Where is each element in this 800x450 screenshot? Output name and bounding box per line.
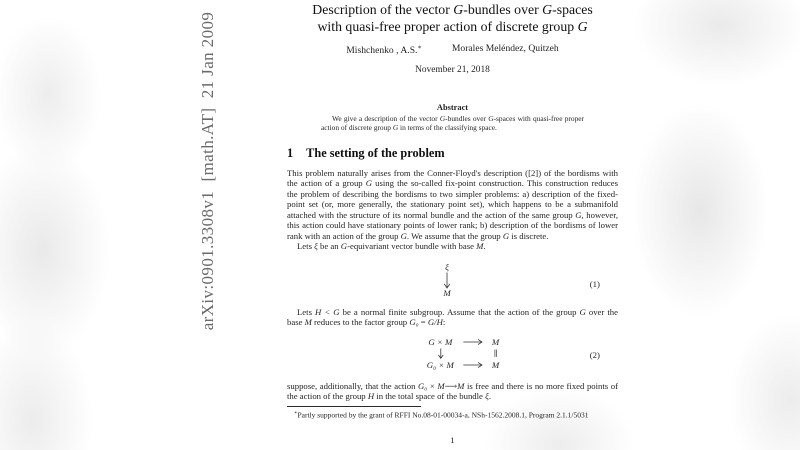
eq2-cell-m-bottom: M	[491, 360, 500, 370]
commutative-diagram	[427, 336, 499, 371]
paragraph-4: suppose, additionally, that the action G₀ × M⟶M is free and there is no more fixed points of the action of the group H in the total space of the bundle ξ.	[287, 381, 618, 402]
paper-title-line1: Description of the vector G-bundles over G-spaces	[312, 2, 593, 17]
right-arrow-icon	[463, 361, 483, 369]
paragraph-1: This problem naturally arises from the Conner-Floyd's description ([2]) of the bordisms with the action of a group G using the so-called fix-point construction. This construction reduces the problem of describing the bordisms to two simpler problems: a) description of the fixed-point set (or, more generally, the stationary point set), which happens to be a submanifold attached with the structure of its normal bundle and the action of the same group G, however, this action could have stationary points of lower rank; b) description of the bordisms of lower rank with an action of the group G. We assume that the group G is discrete.	[287, 168, 619, 241]
paragraph-2: Lets ξ be an G-equivariant vector bundle with base M.	[297, 241, 486, 252]
abstract-text: We give a description of the vector G-bundles over G-spaces with quasi-free proper action of discrete group G in terms of the classifying space.	[321, 114, 585, 133]
footnote-rule	[287, 406, 421, 407]
equation-2	[287, 336, 618, 374]
paper-title	[287, 1, 618, 36]
footnote	[287, 409, 618, 420]
eq2-cell-g0xm: G₀ × M	[426, 360, 454, 370]
authors-row	[287, 43, 618, 56]
equation-1	[287, 263, 618, 305]
equation-2-number: (2)	[589, 350, 600, 360]
section-number: 1	[287, 146, 294, 160]
arxiv-stamp: arXiv:0901.3308v1 [math.AT] 21 Jan 2009	[198, 11, 217, 331]
section-heading	[287, 146, 445, 161]
eq1-base-space: M	[443, 287, 451, 298]
section-body	[287, 168, 618, 252]
eq2-cell-m-top: M	[491, 337, 500, 347]
author-first: Mishchenko , A.S.∗	[346, 44, 422, 57]
equation-1-number: (1)	[589, 279, 600, 289]
down-arrow-icon	[443, 272, 452, 289]
footnote-text: Partly supported by the grant of RFFI No.08-01-00034-a, NSh-1562.2008.1, Program 2.1.1/5031	[297, 410, 589, 420]
abstract-heading: Abstract	[436, 103, 469, 112]
right-arrow-icon	[463, 338, 483, 346]
author-second: Morales Meléndez, Quitzeh	[451, 43, 559, 54]
section-title: The setting of the problem	[306, 146, 445, 160]
paper-date: November 21, 2018	[415, 65, 490, 75]
equals-bars: ∥	[493, 348, 498, 358]
eq2-cell-gxm: G × M	[428, 337, 453, 347]
paper-page	[287, 0, 618, 450]
footnote-marker: ∗	[294, 410, 298, 416]
paragraph-3: Lets H < G be a normal finite subgroup. Assume that the action of the group G over the base M reduces to the factor group G₀ = G/H:	[287, 307, 618, 328]
down-arrow-icon	[436, 348, 444, 359]
page-number: 1	[450, 435, 455, 445]
eq1-total-space: ξ	[445, 262, 449, 272]
bundle-projection-diagram	[443, 263, 452, 297]
paper-title-line2: with quasi-free proper action of discrete group G	[317, 19, 588, 35]
